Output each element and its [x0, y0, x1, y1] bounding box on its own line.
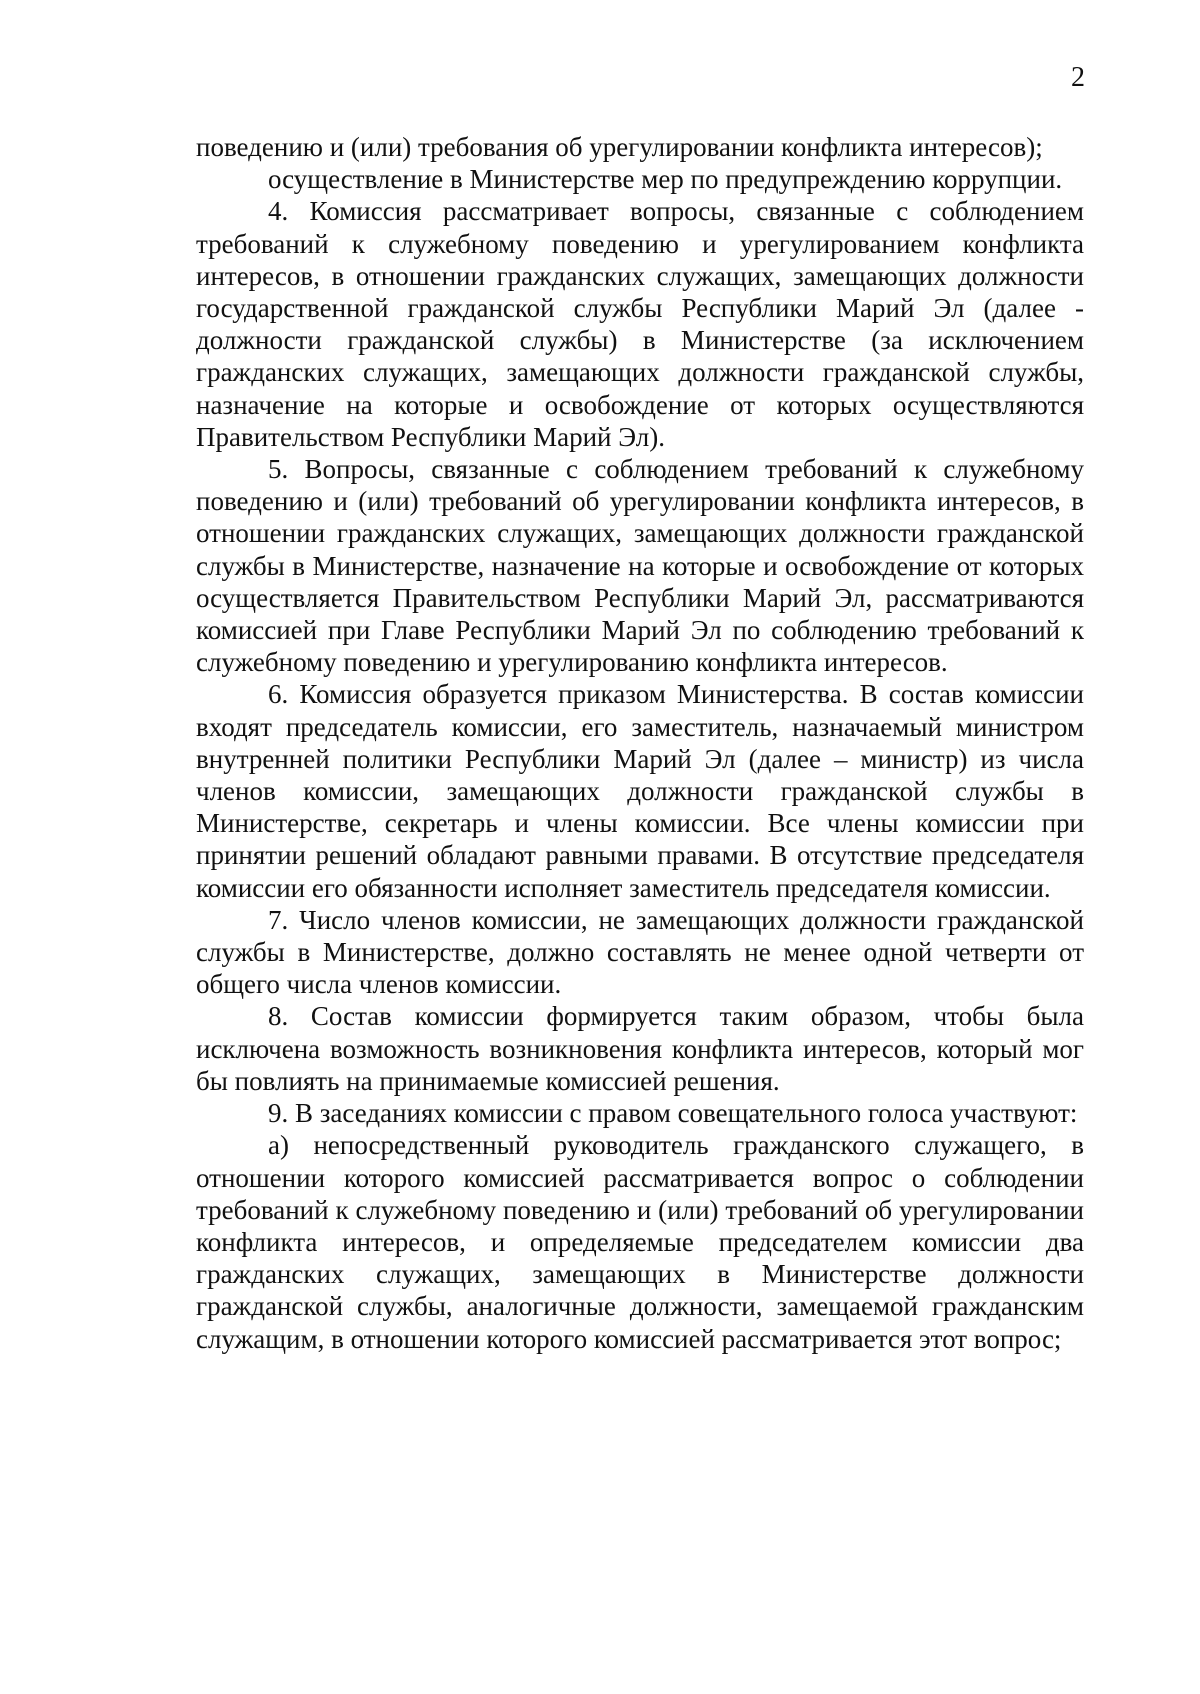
paragraph-item-7: 7. Число членов комиссии, не замещающих должности гражданской службы в Министерстве, должно составлять не менее одной четверти от общего числа членов комиссии.	[196, 904, 1084, 1000]
paragraph-continuation: поведению и (или) требования об урегулировании конфликта интересов);	[196, 132, 1043, 162]
paragraph-item-9a: а) непосредственный руководитель гражданского служащего, в отношении которого комиссией рассматривается вопрос о соблюдении требований к служебному поведению и (или) требований об урегулировании конфликта интересов, и определяемые председателем комиссии два гражданских служащих, замещающих в Министерстве должности гражданской службы, аналогичные должности, замещаемой гражданским служащим, в отношении которого комиссией рассматривается этот вопрос;	[196, 1130, 1084, 1354]
paragraph-item-8: 8. Состав комиссии формируется таким образом, чтобы была исключена возможность возникновения конфликта интересов, который мог бы повлиять на принимаемые комиссией решения.	[196, 1001, 1084, 1096]
paragraph-item-5: 5. Вопросы, связанные с соблюдением требований к служебному поведению и (или) требований об урегулировании конфликта интересов, в отношении гражданских служащих, замещающих должности гражданской службы в Министерстве, назначение на которые и освобождение от которых осуществляется Правительством Республики Марий Эл, рассматриваются комиссией при Главе Республики Марий Эл по соблюдению требований к служебному поведению и урегулированию конфликта интересов.	[196, 454, 1084, 678]
paragraph-item-4: 4. Комиссия рассматривает вопросы, связанные с соблюдением требований к служебному поведению и урегулированием конфликта интересов, в отношении гражданских служащих, замещающих должности государственной гражданской службы Республики Марий Эл (далее - должности гражданской службы) в Министерстве (за исключением гражданских служащих, замещающих должности гражданской службы, назначение на которые и освобождение от которых осуществляются Правительством Республики Марий Эл).	[196, 196, 1084, 452]
paragraph-corruption-prevention: осуществление в Министерстве мер по предупреждению коррупции.	[268, 164, 1063, 195]
paragraph-item-9: 9. В заседаниях комиссии с правом совещательного голоса участвуют:	[268, 1098, 1078, 1129]
document-body	[196, 131, 1084, 1355]
paragraph-item-6: 6. Комиссия образуется приказом Министерства. В состав комиссии входят председатель комиссии, его заместитель, назначаемый министром внутренней политики Республики Марий Эл (далее – министр) из числа членов комиссии, замещающих должности гражданской службы в Министерстве, секретарь и члены комиссии. Все члены комиссии при принятии решений обладают равными правами. В отсутствие председателя комиссии его обязанности исполняет заместитель председателя комиссии.	[196, 679, 1084, 903]
page-number: 2	[1071, 62, 1085, 93]
